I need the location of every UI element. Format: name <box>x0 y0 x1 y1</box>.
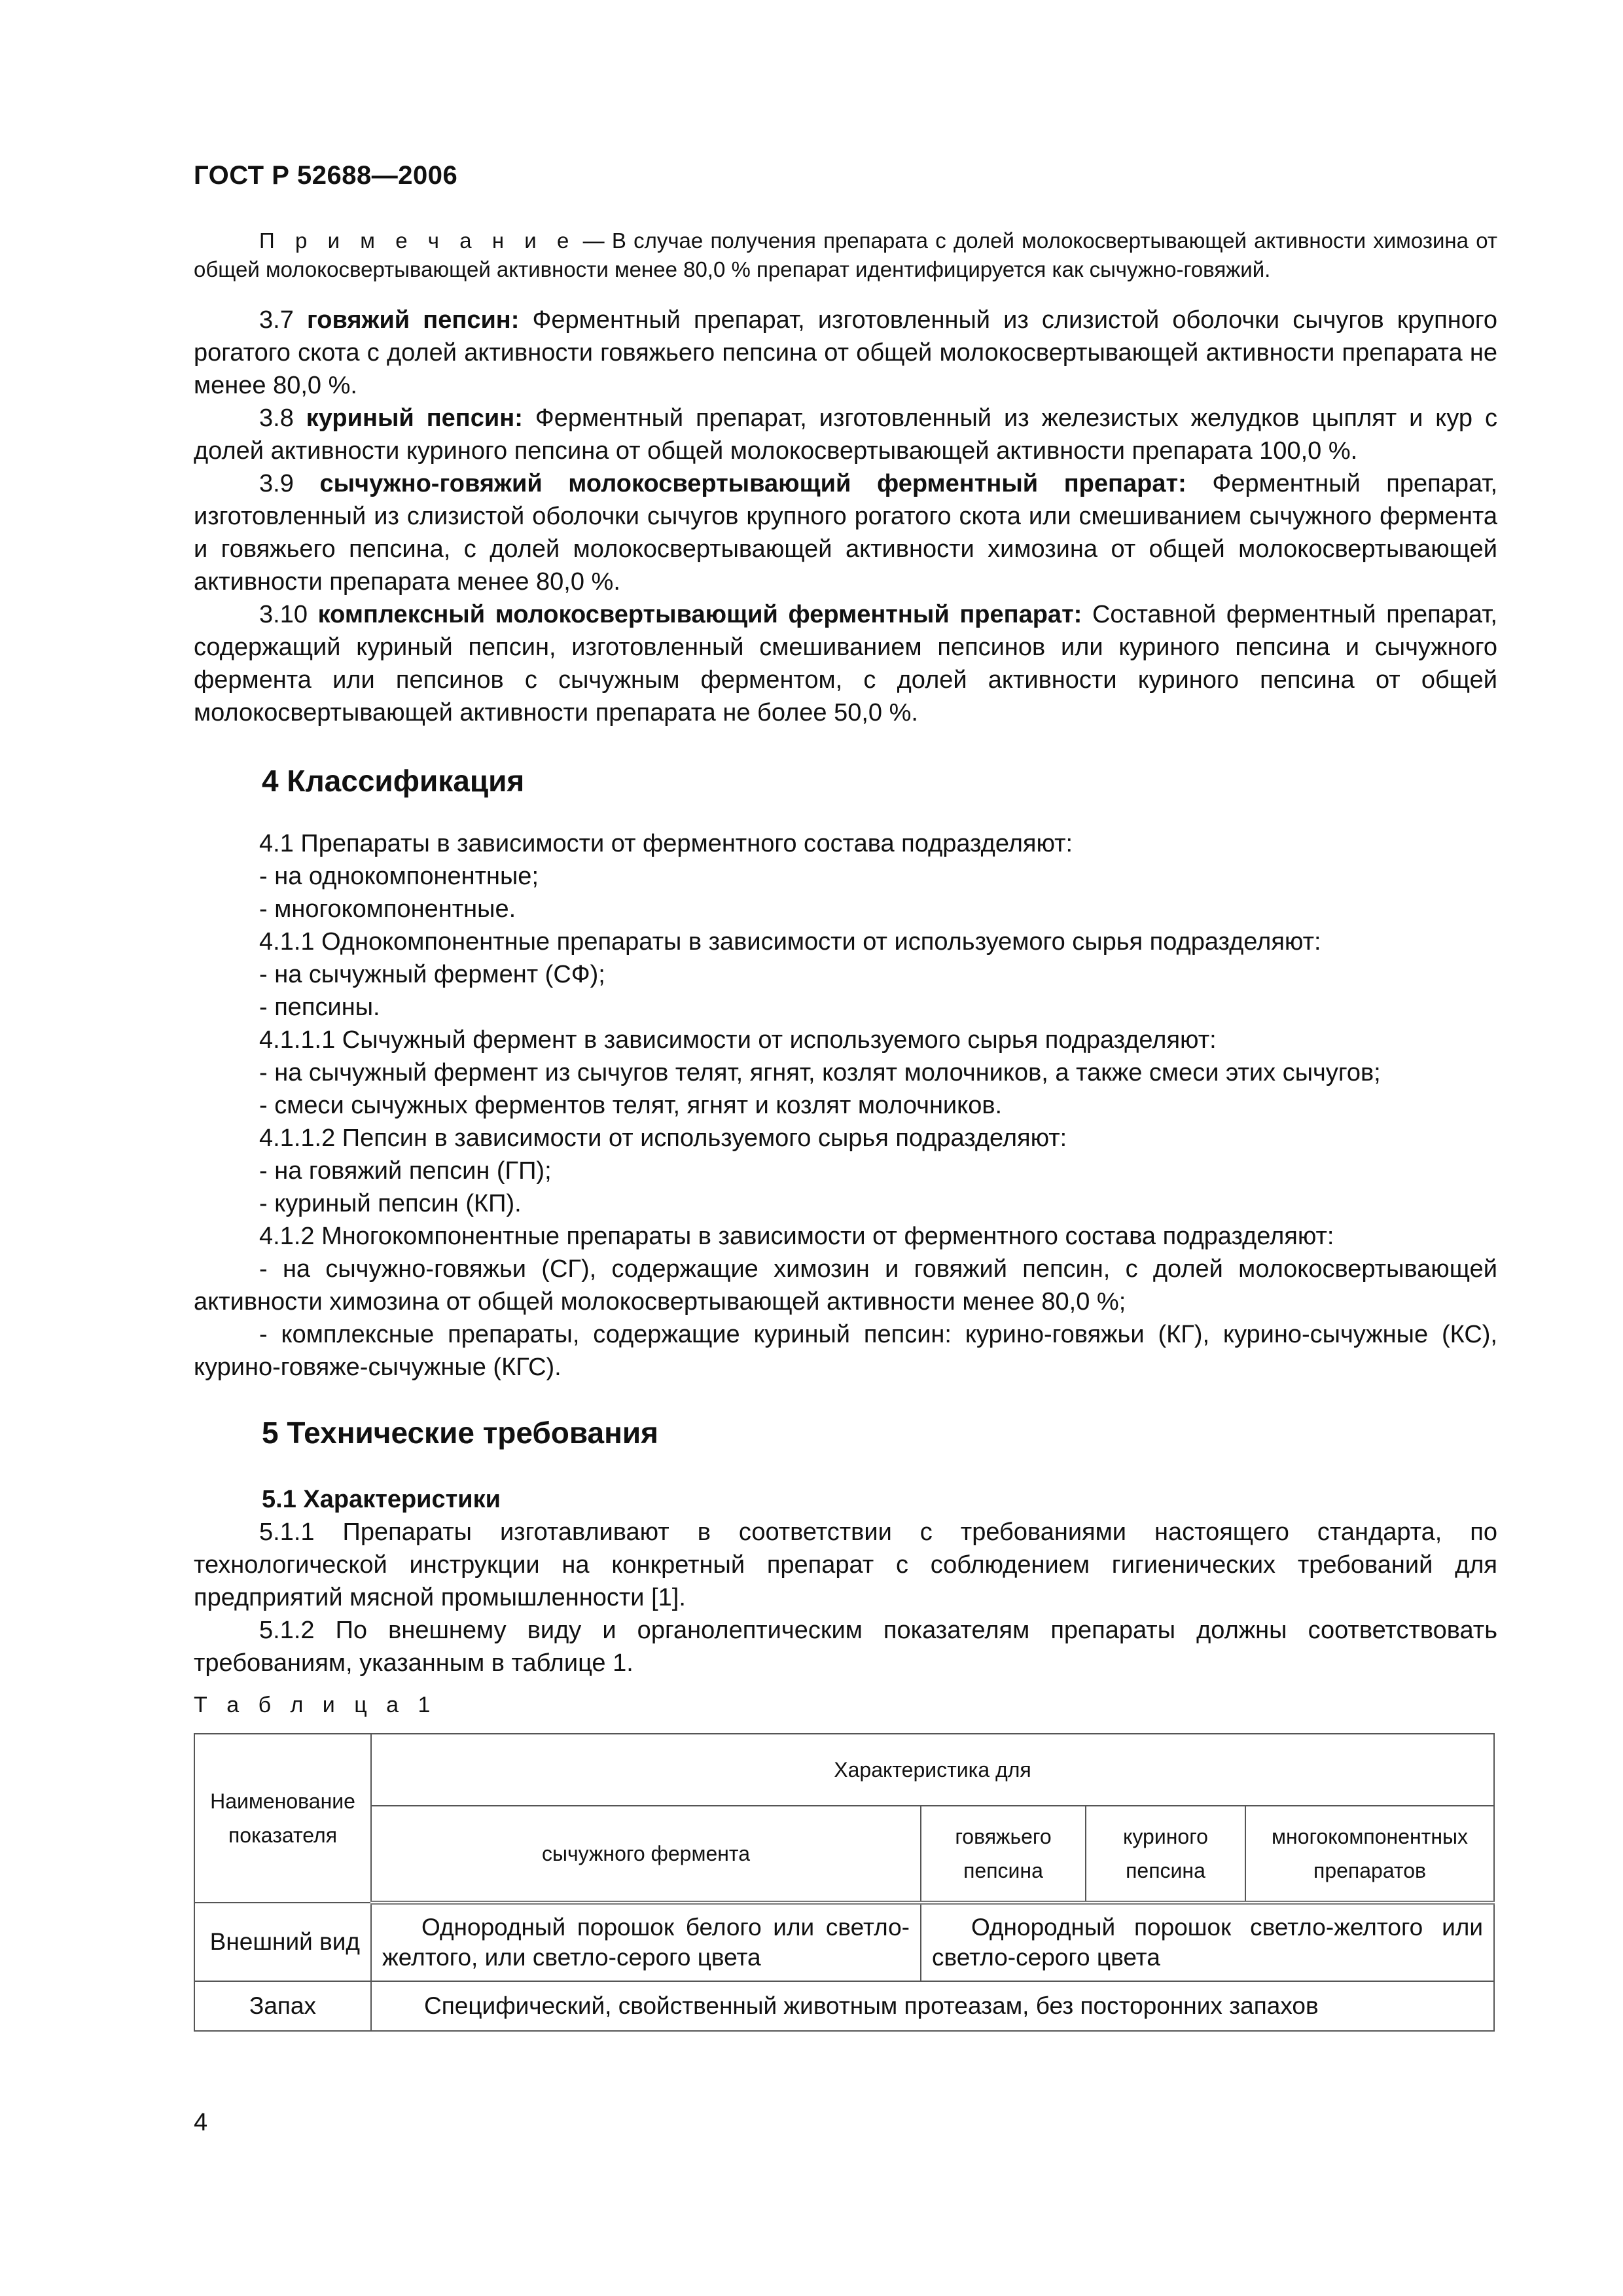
list-item: - на однокомпонентные; <box>259 863 539 890</box>
header-col-multicomponent: многокомпонентных препаратов <box>1245 1806 1494 1903</box>
row-name: Запах <box>194 1981 371 2031</box>
list-item: 4.1.1.1 Сычужный фермент в зависимости от используемого сырья подразделяют: <box>259 1026 1217 1054</box>
table-header-row <box>194 1734 1494 1806</box>
row-name: Внешний вид <box>194 1903 371 1981</box>
term-number: 3.8 <box>259 404 306 432</box>
list-item: 4.1.2 Многокомпонентные препараты в зависимости от ферментного состава подразделяют: <box>259 1223 1334 1250</box>
header-col-beef-pepsin: говяжьего пепсина <box>921 1806 1086 1903</box>
header-characteristic: Характеристика для <box>371 1734 1494 1806</box>
note-label: П р и м е ч а н и е <box>259 228 576 253</box>
classification-paragraph-sg: - на сычужно-говяжьи (СГ), содержащие химозин и говяжий пепсин, с долей молокосвертывающей активности химозина от общей молокосвертывающей активности менее 80,0 %; <box>194 1255 1497 1316</box>
term-3-7 <box>194 304 1497 402</box>
header-col-chicken-pepsin: куриного пепсина <box>1086 1806 1245 1903</box>
list-item: - многокомпонентные. <box>259 895 516 923</box>
list-item: 4.1.1.2 Пепсин в зависимости от используемого сырья подразделяют: <box>259 1124 1067 1152</box>
header-indicator-name: Наименование показателя <box>194 1734 371 1903</box>
term-number: 3.9 <box>259 470 320 497</box>
term-name: комплексный молокосвертывающий ферментный препарат: <box>317 601 1082 628</box>
term-name: говяжий пепсин: <box>306 306 520 334</box>
paragraph-5-1-2: 5.1.2 По внешнему виду и органолептическим показателям препараты должны соответствовать требованиям, указанным в таблице 1. <box>194 1617 1497 1677</box>
list-item: - смеси сычужных ферментов телят, ягнят и козлят молочников. <box>259 1092 1003 1119</box>
term-name: сычужно-говяжий молокосвертывающий ферментный препарат: <box>319 470 1186 497</box>
table-caption: Т а б л и ц а 1 <box>194 1693 437 1717</box>
note-paragraph <box>194 226 1497 284</box>
term-definition: Составной ферментный препарат, содержащий куриный пепсин, изготовленный смешиванием пепсинов или куриного пепсина и сычужного фермента или пепсинов с сычужным ферментом, с долей активности куриного пепсина от общей молокосвертывающей активности препарата не более 50,0 %. <box>194 601 1497 726</box>
subsection-5-1-heading: 5.1 Характеристики <box>262 1486 501 1513</box>
term-definition: Ферментный препарат, изготовленный из слизистой оболочки сычугов крупного рогатого скота с долей активности говяжьего пепсина от общей молокосвертывающей активности препарата не менее 80,0 %. <box>194 306 1497 399</box>
term-number: 3.7 <box>259 306 307 334</box>
list-item: - на говяжий пепсин (ГП); <box>259 1157 552 1185</box>
term-3-10 <box>194 598 1497 729</box>
row-cell: Однородный порошок белого или светло-желтого, или светло-серого цвета <box>371 1903 921 1981</box>
header-col-rennet: сычужного фермента <box>371 1806 921 1903</box>
term-definition: Ферментный препарат, изготовленный из слизистой оболочки сычугов крупного рогатого скота или смешиванием сычужного фермента и говяжьего пепсина, с долей молокосвертывающей активности химозина от общей молокосвертывающей активности препарата менее 80,0 %. <box>194 470 1498 596</box>
row-cell: Однородный порошок светло-желтого или светло-серого цвета <box>921 1903 1494 1981</box>
section-4-heading: 4 Классификация <box>262 764 525 798</box>
note-text: — В случае получения препарата с долей молокосвертывающей активности химозина от общей молокосвертывающей активности менее 80,0 % препарат идентифицируется как сычужно-говяжий. <box>194 228 1497 281</box>
list-item: - куриный пепсин (КП). <box>259 1190 522 1217</box>
classification-list <box>259 827 1497 1253</box>
row-cell: Специфический, свойственный животным протеазам, без посторонних запахов <box>371 1981 1494 2031</box>
table-1 <box>194 1733 1495 2032</box>
document-code: ГОСТ Р 52688—2006 <box>194 161 458 190</box>
term-3-9 <box>194 467 1497 598</box>
term-number: 3.10 <box>259 601 318 628</box>
table-subheader-row <box>194 1806 1494 1903</box>
paragraph-5-1-1: 5.1.1 Препараты изготавливают в соответствии с требованиями настоящего стандарта, по технологической инструкции на конкретный препарат с соблюдением гигиенических требований для предприятий мясной промышленности [1]. <box>194 1518 1497 1611</box>
classification-paragraph-complex: - комплексные препараты, содержащие куриный пепсин: курино-говяжьи (КГ), курино-сычужные (КС), курино-говяже-сычужные (КГС). <box>194 1321 1497 1381</box>
table-row <box>194 1981 1494 2031</box>
list-item: 4.1 Препараты в зависимости от ферментного состава подразделяют: <box>259 830 1073 857</box>
list-item: - на сычужный фермент из сычугов телят, ягнят, козлят молочников, а также смеси этих сычугов; <box>259 1059 1381 1086</box>
page-number: 4 <box>194 2109 208 2136</box>
term-name: куриный пепсин: <box>306 404 523 432</box>
table-row <box>194 1903 1494 1981</box>
list-item: 4.1.1 Однокомпонентные препараты в зависимости от используемого сырья подразделяют: <box>259 928 1321 956</box>
term-definition: Ферментный препарат, изготовленный из железистых желудков цыплят и кур с долей активности куриного пепсина от общей молокосвертывающей активности препарата 100,0 %. <box>194 404 1498 465</box>
section-5-heading: 5 Технические требования <box>262 1416 658 1450</box>
list-item: - пепсины. <box>259 994 380 1021</box>
list-item: - на сычужный фермент (СФ); <box>259 961 605 988</box>
term-3-8 <box>194 402 1497 467</box>
